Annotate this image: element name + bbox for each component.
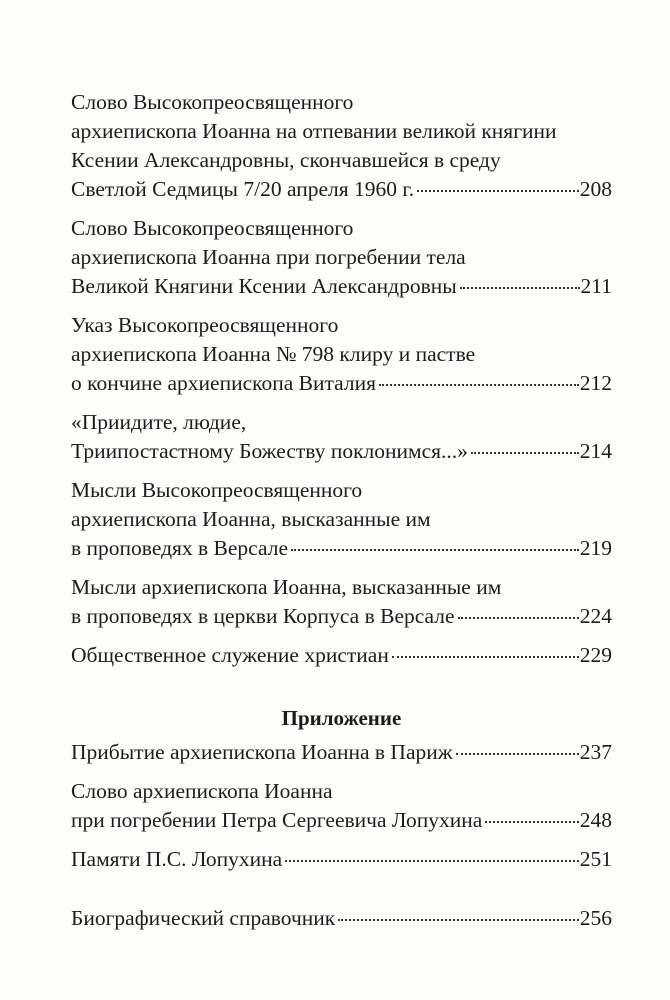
toc-entry-title-line: Великой Княгини Ксении Александровны xyxy=(71,274,457,298)
toc-entry-title-line: Слово архиепископа Иоанна xyxy=(71,779,333,803)
page-number: 212 xyxy=(579,371,612,395)
appendix-heading: Приложение xyxy=(281,706,402,730)
toc-entry-title-line: архиепископа Иоанна при погребении тела xyxy=(71,245,466,269)
dot-leader xyxy=(285,860,579,862)
toc-entry-last-line xyxy=(71,738,612,767)
dot-leader xyxy=(458,617,579,619)
toc-entry-last-line xyxy=(71,904,612,933)
toc-entry[interactable] xyxy=(71,214,612,301)
toc-group-main xyxy=(71,88,612,670)
toc-entry[interactable] xyxy=(71,88,612,204)
toc-entry-title-line: Указ Высокопреосвященного xyxy=(71,313,339,337)
toc-entry-last-line xyxy=(71,641,612,670)
toc-entry-title-line: архиепископа Иоанна № 798 клиру и пастве xyxy=(71,342,476,366)
toc-entry-title-line: о кончине архиепископа Виталия xyxy=(71,371,377,395)
toc-entry[interactable] xyxy=(71,904,612,933)
toc-entry[interactable] xyxy=(71,641,612,670)
toc-entry-last-line xyxy=(71,602,612,631)
toc-entry-title-line: Светлой Седмицы 7/20 апреля 1960 г. xyxy=(71,177,415,201)
dot-leader xyxy=(456,753,579,755)
toc-entry[interactable] xyxy=(71,476,612,563)
page-number: 208 xyxy=(579,177,612,201)
toc-entry-last-line xyxy=(71,175,612,204)
toc-entry-title-line: Памяти П.С. Лопухина xyxy=(71,847,283,871)
toc-entry-last-line xyxy=(71,272,612,301)
toc-entry-title-line: Общественное служение христиан xyxy=(71,643,389,667)
dot-leader xyxy=(471,452,579,454)
dot-leader xyxy=(291,549,579,551)
dot-leader xyxy=(485,821,578,823)
toc-entry-last-line xyxy=(71,534,612,563)
toc-entry-title-line: Прибытие архиепископа Иоанна в Париж xyxy=(71,740,453,764)
toc-entry-title-line: «Приидите, людие, xyxy=(71,410,247,434)
toc-entry-title-line: Триипостастному Божеству поклонимся...» xyxy=(71,439,468,463)
dot-leader xyxy=(460,287,580,289)
toc-entry[interactable] xyxy=(71,311,612,398)
toc-entry-title-line: в проповедях в Версале xyxy=(71,536,288,560)
toc-entry-title-line: Мысли архиепископа Иоанна, высказанные им xyxy=(71,575,502,599)
dot-leader xyxy=(392,656,579,658)
toc-entry-last-line xyxy=(71,369,612,398)
toc-entry-title-line: в проповедях в церкви Корпуса в Версале xyxy=(71,604,455,628)
toc-group-reference xyxy=(71,904,612,933)
toc-entry-last-line xyxy=(71,845,612,874)
dot-leader xyxy=(417,190,579,192)
page-number: 224 xyxy=(579,604,612,628)
page-number: 214 xyxy=(579,439,612,463)
toc-group-appendix xyxy=(71,738,612,874)
toc-entry-title-line: архиепископа Иоанна, высказанные им xyxy=(71,507,431,531)
toc-entry[interactable] xyxy=(71,777,612,835)
toc-entry-title-line: Слово Высокопреосвященного xyxy=(71,90,354,114)
toc-entry[interactable] xyxy=(71,573,612,631)
page-number: 248 xyxy=(579,808,612,832)
toc-entry-title-line: Биографический справочник xyxy=(71,906,336,930)
table-of-contents xyxy=(71,88,612,933)
toc-entry-title-line: при погребении Петра Сергеевича Лопухина xyxy=(71,808,483,832)
dot-leader xyxy=(338,919,579,921)
toc-entry-title-line: архиепископа Иоанна на отпевании великой княгини xyxy=(71,119,557,143)
page-number: 211 xyxy=(580,274,612,298)
toc-entry-last-line xyxy=(71,806,612,835)
page-number: 237 xyxy=(579,740,612,764)
toc-entry-last-line xyxy=(71,437,612,466)
page-number: 251 xyxy=(579,847,612,871)
toc-entry-title-line: Слово Высокопреосвященного xyxy=(71,216,354,240)
spacer xyxy=(71,874,612,904)
page-number: 229 xyxy=(579,643,612,667)
toc-entry[interactable] xyxy=(71,845,612,874)
toc-entry[interactable] xyxy=(71,738,612,767)
toc-entry-title-line: Мысли Высокопреосвященного xyxy=(71,478,363,502)
toc-entry[interactable] xyxy=(71,408,612,466)
dot-leader xyxy=(379,384,579,386)
toc-entry-title-line: Ксении Александровны, скончавшейся в среду xyxy=(71,148,501,172)
page-number: 256 xyxy=(579,906,612,930)
page-number: 219 xyxy=(579,536,612,560)
